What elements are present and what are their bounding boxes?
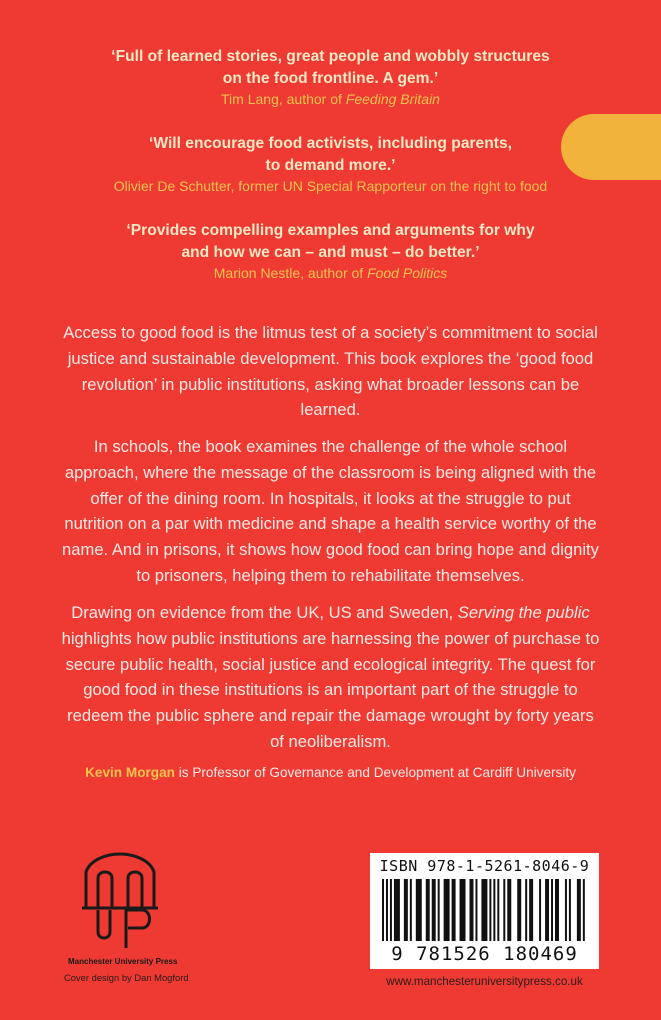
barcode-bar	[390, 879, 392, 941]
barcode-bar	[555, 879, 559, 941]
barcode-bar	[545, 879, 549, 941]
author-name: Kevin Morgan	[85, 765, 175, 780]
barcode-bar	[507, 879, 511, 941]
quote-source: Tim Lang, author of Feeding Britain	[221, 91, 440, 107]
barcode-bar	[438, 879, 440, 941]
quote-source: Olivier De Schutter, former UN Special Rapporteur on the right to food	[113, 178, 548, 194]
barcode-bar	[410, 879, 412, 941]
barcode-bar	[394, 879, 400, 941]
barcode-bar	[452, 879, 456, 941]
isbn-label: ISBN 978-1-5261-8046-9	[379, 857, 590, 875]
barcode-bar	[489, 879, 491, 941]
barcode-bar	[539, 879, 541, 941]
barcode-bar	[426, 879, 430, 941]
barcode-bar	[432, 879, 436, 941]
barcode-bar	[470, 879, 474, 941]
endorsement	[0, 46, 661, 109]
endorsement	[0, 133, 661, 196]
endorsements	[0, 46, 661, 307]
barcode	[370, 853, 599, 969]
quote-text: ‘Full of learned stories, great people and wobbly structures on the food frontline. A gem.’	[111, 48, 550, 87]
barcode-bar	[577, 879, 581, 941]
barcode-bar	[444, 879, 450, 941]
book-title: Food Politics	[367, 265, 448, 281]
barcode-bar	[493, 879, 495, 941]
barcode-bar	[517, 879, 521, 941]
barcode-bar	[382, 879, 384, 941]
barcode-bar	[525, 879, 527, 941]
barcode-bar	[481, 879, 487, 941]
cover-credit: Cover design by Dan Mogford	[64, 972, 189, 983]
quote-text: ‘Will encourage food activists, including parents, to demand more.’	[149, 135, 512, 174]
barcode-bar	[503, 879, 505, 941]
barcode-bar	[569, 879, 571, 941]
quote-text: ‘Provides compelling examples and arguments for why and how we can – and must – do better.’	[126, 222, 535, 261]
barcode-bar	[565, 879, 567, 941]
publisher-website: www.manchesteruniversitypress.co.uk	[386, 975, 583, 988]
book-title: Serving the public	[457, 603, 590, 622]
barcode-bar	[475, 879, 477, 941]
barcode-bar	[497, 879, 499, 941]
publisher-logo-icon	[76, 848, 164, 956]
blurb-paragraph-2: In schools, the book examines the challenge of the whole school approach, where the message of the classroom is being aligned with the offer of the dining room. In hospitals, it looks at the struggle to put nutrition on a par with medicine and shape a health service worthy of the name. And in prisons, it shows how good food can bring hope and dignity to prisoners, helping them to rehabilitate themselves.	[62, 437, 599, 585]
barcode-bar	[460, 879, 466, 941]
endorsement	[0, 220, 661, 283]
quote-source: Marion Nestle, author of Food Politics	[213, 265, 448, 281]
blurb-paragraph-3: Drawing on evidence from the UK, US and Sweden, Serving the public highlights how public institutions are harnessing the power of purchase to secure public health, social justice and ecological integrity. The quest for good food in these institutions is an important part of the struggle to redeem the public sphere and repair the damage wrought by forty years of neoliberalism.	[61, 603, 600, 751]
author-bio: Kevin Morgan is Professor of Governance and Development at Cardiff University	[85, 765, 576, 780]
barcode-bar	[529, 879, 533, 941]
publisher-name: Manchester University Press	[68, 957, 178, 966]
barcode-bar	[416, 879, 422, 941]
barcode-bar	[386, 879, 388, 941]
barcode-bars	[380, 879, 589, 941]
book-title: Feeding Britain	[345, 91, 440, 107]
blurb-paragraph-1: Access to good food is the litmus test of a society’s commitment to social justice and sustainable development. This book explores the ‘good food revolution’ in public institutions, asking what broader lessons can be learned.	[63, 323, 598, 420]
barcode-bar	[551, 879, 553, 941]
barcode-bar	[583, 879, 585, 941]
barcode-bar	[404, 879, 408, 941]
ean-digits: 9 781526 180469	[391, 943, 578, 965]
